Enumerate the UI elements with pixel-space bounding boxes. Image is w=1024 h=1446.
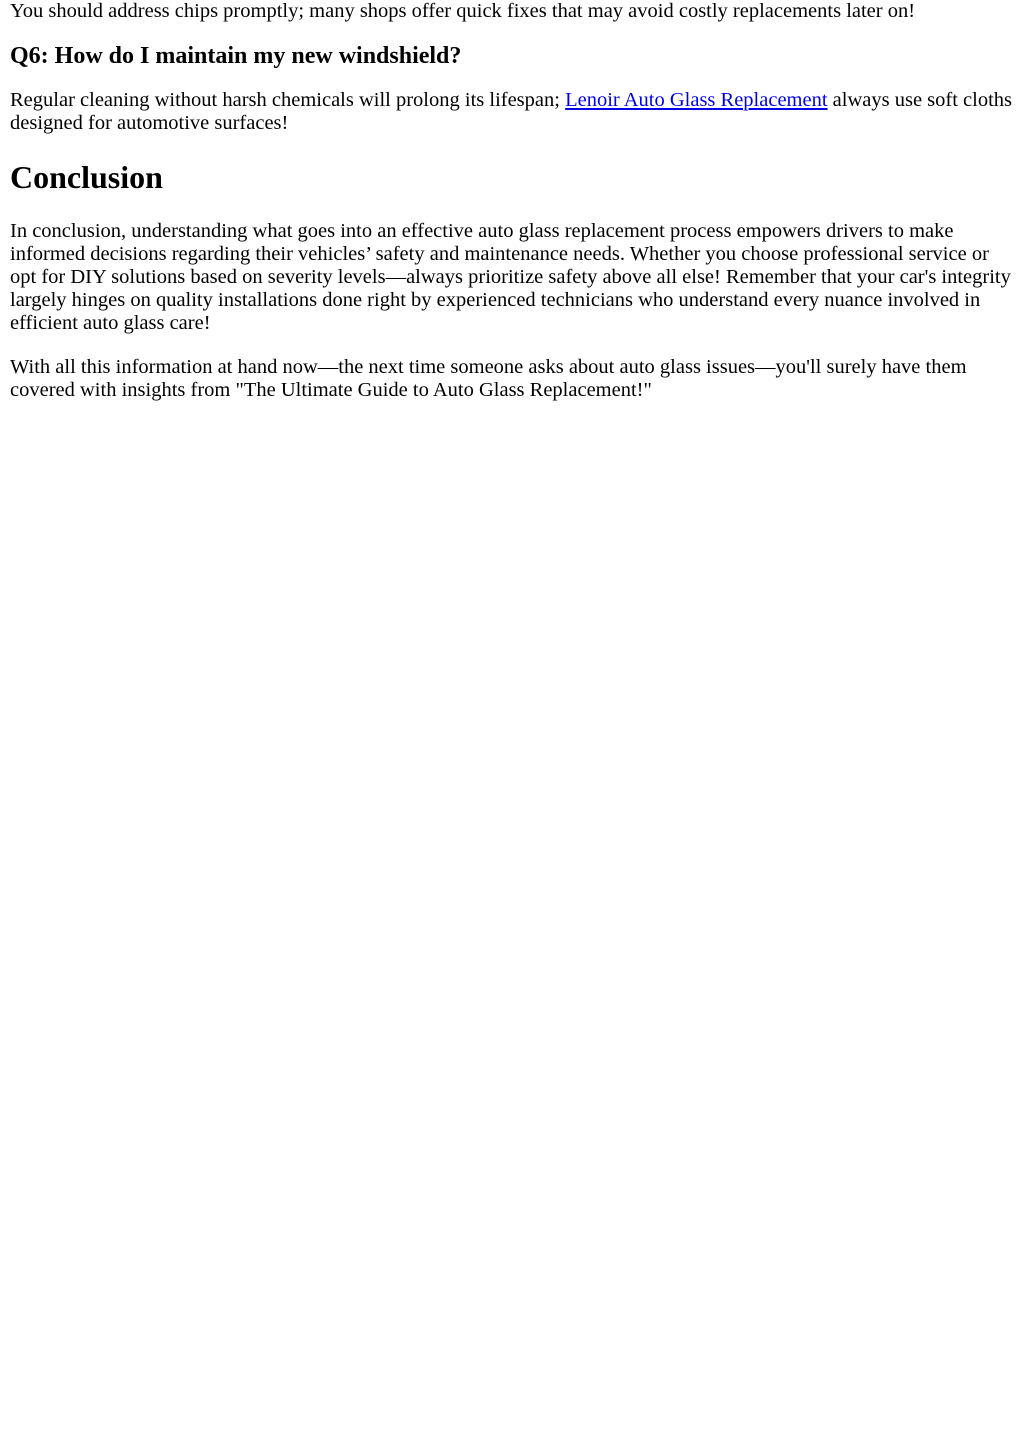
lenoir-auto-glass-link[interactable]: Lenoir Auto Glass Replacement <box>565 89 828 111</box>
faq-q6-answer-text-end: always use soft cloths designed for automotive surfaces! <box>10 89 1013 134</box>
faq-q6-answer-text-start: Regular cleaning without harsh chemicals will prolong its lifespan; <box>10 89 566 111</box>
faq-q6-answer <box>10 89 1014 135</box>
intro-paragraph: You should address chips promptly; many shops offer quick fixes that may avoid costly replacements later on! <box>10 0 916 22</box>
faq-q6-heading: Q6: How do I maintain my new windshield? <box>10 43 462 69</box>
conclusion-heading: Conclusion <box>10 159 163 195</box>
conclusion-paragraph-2: With all this information at hand now—the next time someone asks about auto glass issues—you'll surely have them covered with insights from "The Ultimate Guide to Auto Glass Replacement!" <box>10 356 967 401</box>
conclusion-paragraph-1: In conclusion, understanding what goes into an effective auto glass replacement process empowers drivers to make informed decisions regarding their vehicles’ safety and maintenance needs. Whether you choose professional service or opt for DIY solutions based on severity levels—always prioritize safety above all else! Remember that your car's integrity largely hinges on quality installations done right by experienced technicians who understand every nuance involved in efficient auto glass care! <box>10 220 1011 334</box>
article-body <box>0 0 1024 402</box>
